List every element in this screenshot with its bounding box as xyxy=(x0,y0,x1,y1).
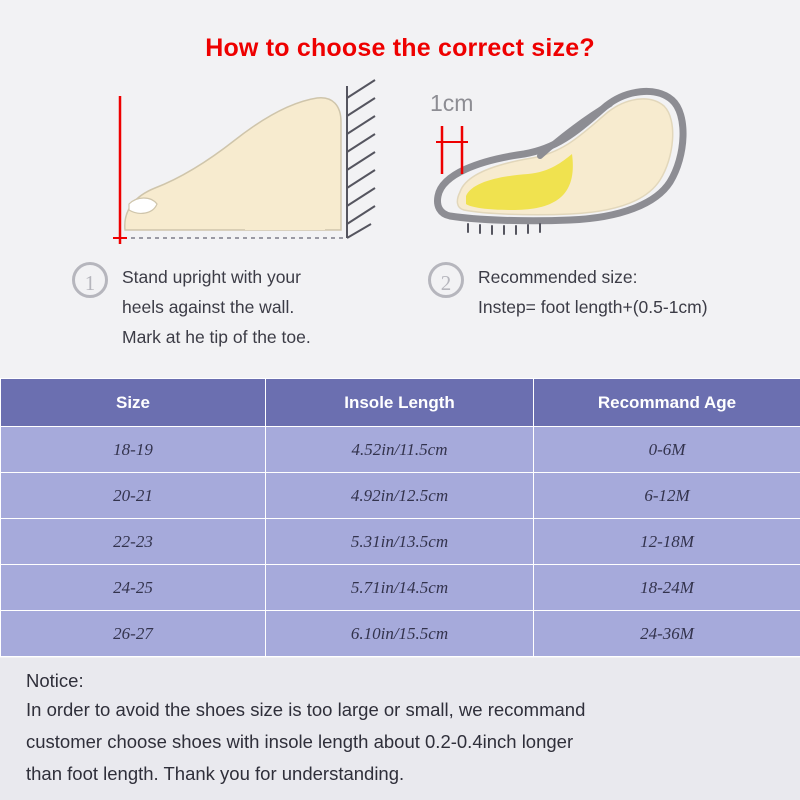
step-2-line-1: Recommended size: xyxy=(478,267,638,287)
table-row xyxy=(1,519,800,565)
notice-body xyxy=(26,694,774,790)
steps-section xyxy=(0,262,800,372)
step-1-line-1: Stand upright with your xyxy=(122,267,301,287)
cell-size: 18-19 xyxy=(1,427,266,473)
size-table xyxy=(0,378,800,657)
table-row xyxy=(1,611,800,657)
cell-insole-length: 4.52in/11.5cm xyxy=(266,427,534,473)
cell-insole-length: 5.71in/14.5cm xyxy=(266,565,534,611)
step-2-line-2: Instep= foot length+(0.5-1cm) xyxy=(478,297,708,317)
gap-label: 1cm xyxy=(430,90,474,116)
cell-recommand-age: 24-36M xyxy=(534,611,800,657)
step-1-number: 1 xyxy=(72,262,108,298)
cell-size: 26-27 xyxy=(1,611,266,657)
cell-recommand-age: 0-6M xyxy=(534,427,800,473)
table-header-insole-length: Insole Length xyxy=(266,379,534,427)
table-row xyxy=(1,565,800,611)
notice-section xyxy=(0,658,800,800)
step-2-text xyxy=(478,262,788,322)
table-header-row xyxy=(1,379,800,427)
notice-line-3: than foot length. Thank you for understanding. xyxy=(26,763,405,784)
cell-size: 22-23 xyxy=(1,519,266,565)
table-row xyxy=(1,473,800,519)
table-header-size: Size xyxy=(1,379,266,427)
foot-against-wall-illustration xyxy=(95,78,385,258)
cell-recommand-age: 18-24M xyxy=(534,565,800,611)
step-2-number: 2 xyxy=(428,262,464,298)
page-title: How to choose the correct size? xyxy=(205,34,595,62)
cell-size: 20-21 xyxy=(1,473,266,519)
cell-recommand-age: 6-12M xyxy=(534,473,800,519)
notice-title: Notice: xyxy=(26,670,84,691)
notice-line-1: In order to avoid the shoes size is too large or small, we recommand xyxy=(26,699,586,720)
notice-line-2: customer choose shoes with insole length about 0.2-0.4inch longer xyxy=(26,731,574,752)
step-1 xyxy=(72,262,402,352)
cell-recommand-age: 12-18M xyxy=(534,519,800,565)
cell-insole-length: 4.92in/12.5cm xyxy=(266,473,534,519)
cell-insole-length: 6.10in/15.5cm xyxy=(266,611,534,657)
foot-in-shoe-illustration xyxy=(420,78,720,258)
step-1-text xyxy=(122,262,402,352)
table-header-recommand-age: Recommand Age xyxy=(534,379,800,427)
step-1-line-3: Mark at he tip of the toe. xyxy=(122,327,311,347)
table-row xyxy=(1,427,800,473)
step-1-line-2: heels against the wall. xyxy=(122,297,295,317)
cell-insole-length: 5.31in/13.5cm xyxy=(266,519,534,565)
illustrations xyxy=(0,78,800,258)
cell-size: 24-25 xyxy=(1,565,266,611)
step-2 xyxy=(428,262,788,322)
